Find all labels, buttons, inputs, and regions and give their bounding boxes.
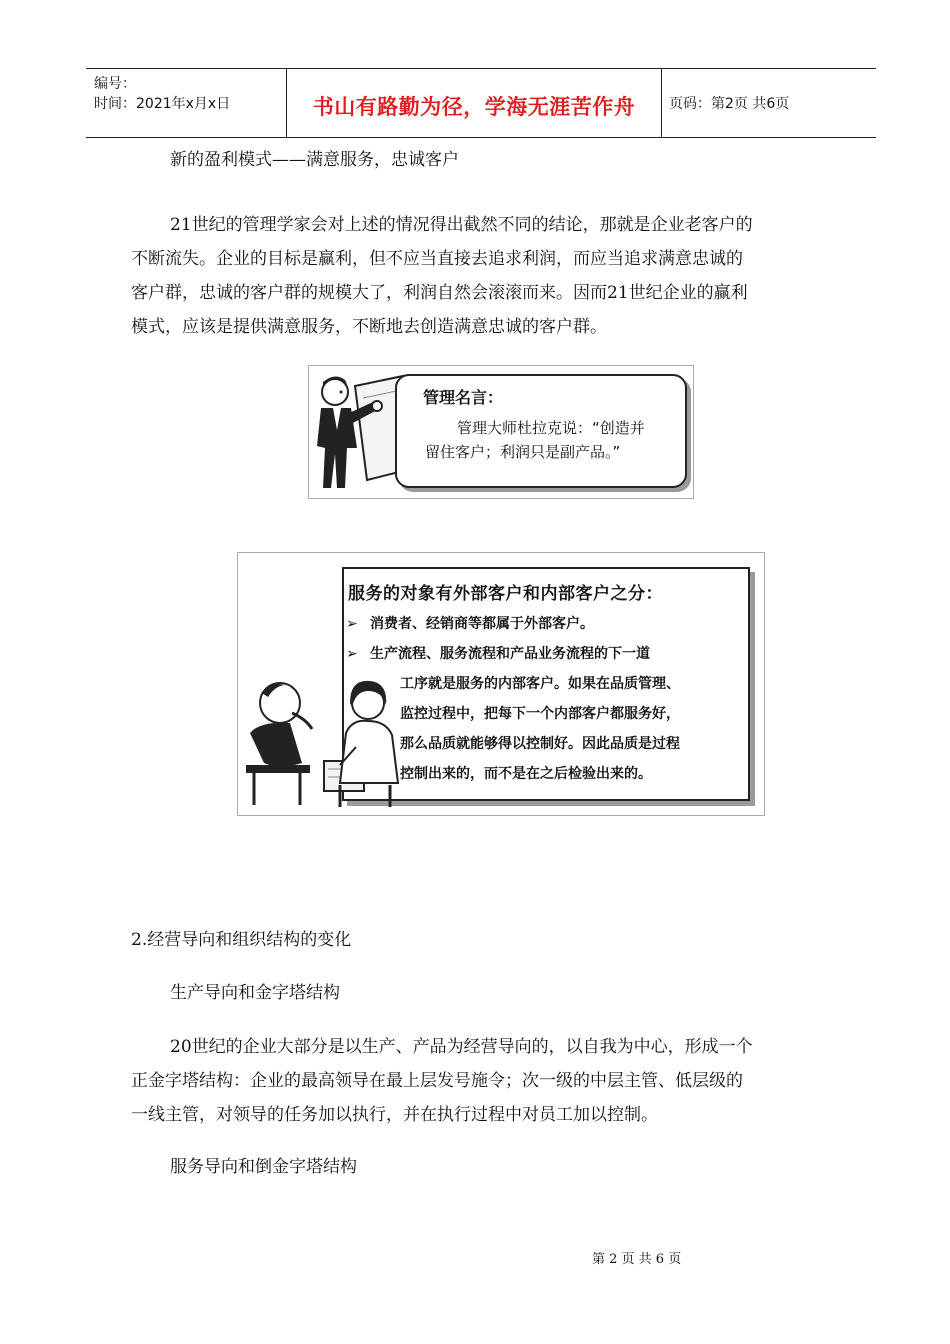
list-item: [346, 609, 746, 639]
section-subtitle: 服务导向和倒金字塔结构: [170, 1157, 357, 1177]
customer-service-illustration: [240, 673, 410, 809]
paragraph-line: 21世纪的管理学家会对上述的情况得出截然不同的结论，那就是企业老客户的: [170, 215, 753, 235]
arrow-bullet-icon: ➢: [346, 616, 358, 632]
list-item-continuation: 控制出来的，而不是在之后检验出来的。: [400, 766, 652, 782]
quote-line: 留住客户；利润只是副产品。”: [425, 443, 621, 461]
quote-text: [425, 416, 675, 464]
list-item-continuation: 那么品质就能够得以控制好。因此品质是过程: [400, 736, 680, 752]
list-item: [346, 639, 746, 669]
customer-types-title: 服务的对象有外部客户和内部客户之分：: [348, 584, 663, 604]
header-motto-cell: [286, 69, 662, 137]
paragraph-line: 20世纪的企业大部分是以生产、产品为经营导向的，以自我为中心，形成一个: [170, 1037, 753, 1057]
doc-time-label: 时间：2021年x月x日: [94, 96, 231, 112]
paragraph-line: 客户群，忠诚的客户群的规模大了，利润自然会滚滚而来。因而21世纪企业的赢利: [131, 283, 748, 303]
section-subtitle: 新的盈利模式——满意服务，忠诚客户: [170, 150, 459, 170]
header-info-cell: [86, 69, 286, 137]
page-header: [86, 68, 876, 138]
list-item-continuation: 监控过程中，把每下一个内部客户都服务好，: [400, 706, 680, 722]
paragraph-line: 一线主管，对领导的任务加以执行，并在执行过程中对员工加以控制。: [131, 1105, 658, 1125]
page-code: 页码：第2页 共6页: [669, 96, 790, 112]
list-item-text: 生产流程、服务流程和产品业务流程的下一道: [370, 646, 650, 662]
header-page-cell: [661, 69, 876, 137]
paragraph-pyramid: [131, 1030, 831, 1132]
list-item-continuation: 工序就是服务的内部客户。如果在品质管理、: [400, 676, 680, 692]
quote-line: 管理大师杜拉克说：“创造并: [457, 419, 645, 437]
quote-figure: [308, 365, 694, 499]
page-footer: 第 2 页 共 6 页: [592, 1252, 682, 1267]
doc-number-label: 编号：: [94, 76, 136, 92]
arrow-bullet-icon: ➢: [346, 646, 358, 662]
paragraph-profit-model: [131, 208, 831, 344]
section-heading: 2.经营导向和组织结构的变化: [131, 930, 352, 950]
customer-types-figure: [237, 552, 765, 816]
header-motto: 书山有路勤为径，学海无涯苦作舟: [312, 95, 636, 119]
section-subtitle: 生产导向和金字塔结构: [170, 983, 340, 1003]
quote-title: 管理名言：: [423, 388, 504, 407]
paragraph-line: 模式，应该是提供满意服务，不断地去创造满意忠诚的客户群。: [131, 317, 607, 337]
paragraph-line: 正金字塔结构：企业的最高领导在最上层发号施令；次一级的中层主管、低层级的: [131, 1071, 743, 1091]
list-item-text: 消费者、经销商等都属于外部客户。: [370, 616, 594, 632]
paragraph-line: 不断流失。企业的目标是赢利，但不应当直接去追求利润，而应当追求满意忠诚的: [131, 249, 743, 269]
